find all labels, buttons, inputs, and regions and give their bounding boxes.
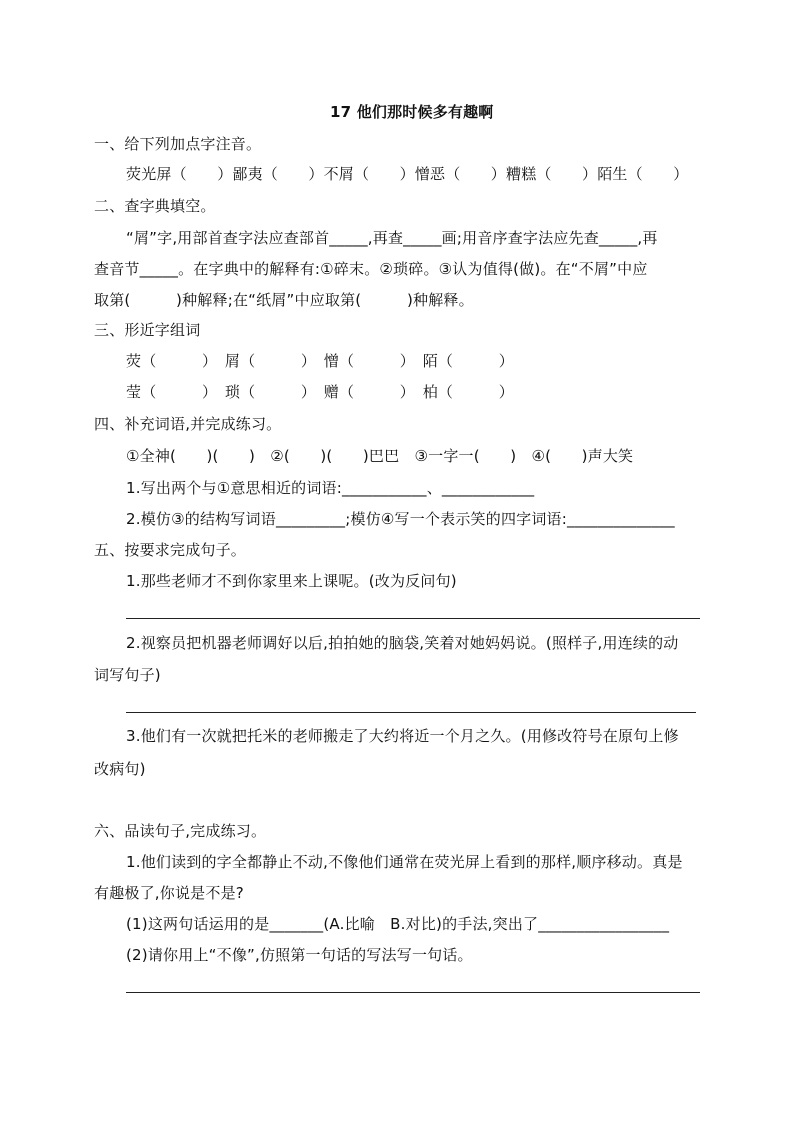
page-title: 17 他们那时候多有趣啊	[330, 103, 494, 121]
section-4-question-2: 2.模仿③的结构写词语_________;模仿④写一个表示笑的四字词语:______________	[126, 510, 675, 528]
section-2-line-3: 取第( )种解释;在“纸屑”中应取第( )种解释。	[94, 291, 474, 309]
section-5-question-1: 1.那些老师才不到你家里来上课呢。(改为反问句)	[126, 572, 457, 590]
section-6-heading: 六、品读句子,完成练习。	[94, 822, 267, 840]
section-5-heading: 五、按要求完成句子。	[94, 541, 247, 559]
section-2-line-2: 查音节_____。在字典中的解释有:①碎末。②琐碎。③认为值得(做)。在“不屑”中应	[94, 260, 648, 278]
section-3-row-2: 莹（ ） 琐（ ） 赠（ ） 柏（ ）	[126, 383, 514, 401]
section-4-question-1: 1.写出两个与①意思相近的词语:___________、____________	[126, 479, 535, 497]
section-3-heading: 三、形近字组词	[94, 321, 201, 339]
section-2-line-1: “屑”字,用部首查字法应查部首_____,再查_____画;用音序查字法应先查_____,再	[126, 229, 658, 247]
section-5-question-3-line-1: 3.他们有一次就把托米的老师搬走了大约将近一个月之久。(用修改符号在原句上修	[126, 727, 679, 745]
section-6-passage-line-2: 有趣极了,你说是不是?	[94, 884, 244, 902]
section-5-question-2-line-2: 词写句子)	[94, 666, 161, 684]
section-6-passage-line-1: 1.他们读到的字全都静止不动,不像他们通常在荧光屏上看到的那样,顺序移动。真是	[126, 853, 683, 871]
section-4-heading: 四、补充词语,并完成练习。	[94, 415, 282, 433]
section-6-question-1: (1)这两句话运用的是_______(A.比喻 B.对比)的手法,突出了_________________	[126, 915, 670, 933]
section-5-question-2-line-1: 2.视察员把机器老师调好以后,拍拍她的脑袋,笑着对她妈妈说。(照样子,用连续的动	[126, 634, 679, 652]
section-1-pinyin-line: 荧光屏（ ）鄙夷（ ）不屑（ ）憎恶（ ）糟糕（ ）陌生（ ）	[126, 165, 689, 183]
answer-line-3[interactable]	[126, 992, 700, 993]
section-4-idioms-line: ①全神( )( ) ②( )( )巴巴 ③一字一( ) ④( )声大笑	[126, 447, 634, 465]
answer-line-2[interactable]	[126, 712, 696, 713]
answer-line-1[interactable]	[126, 618, 700, 619]
section-2-heading: 二、查字典填空。	[94, 197, 216, 215]
section-3-row-1: 荧（ ） 屑（ ） 憎（ ） 陌（ ）	[126, 352, 514, 370]
section-5-question-3-line-2: 改病句)	[94, 760, 146, 778]
section-1-heading: 一、给下列加点字注音。	[94, 135, 262, 153]
section-6-question-2: (2)请你用上“不像”,仿照第一句话的写法写一句话。	[126, 946, 473, 964]
